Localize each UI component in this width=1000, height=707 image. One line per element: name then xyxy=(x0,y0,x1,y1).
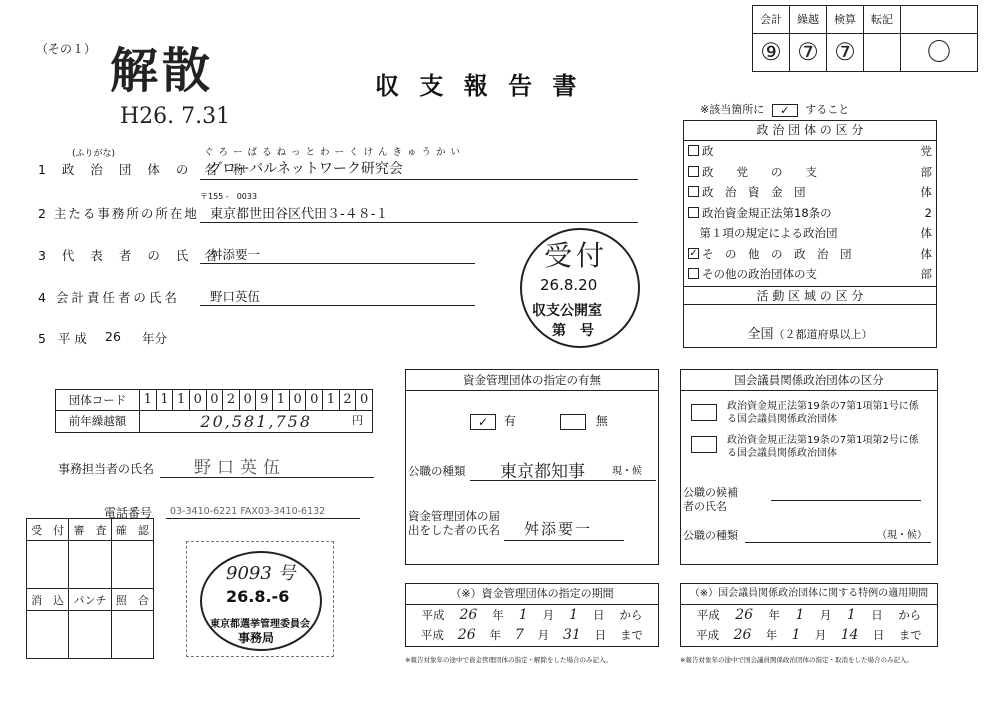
classification-item-text: 第１項の規定による政治団 xyxy=(688,226,838,241)
check-note-post: すること xyxy=(805,103,850,116)
period-m: 1 xyxy=(795,607,805,623)
checkbox-icon xyxy=(688,166,699,177)
checkbox-icon xyxy=(688,268,699,279)
classification-item-suffix: 体 xyxy=(920,185,932,200)
date-stamp-org: 東京都選挙管理委員会 xyxy=(210,619,310,630)
treasurer-label: 4 会計責任者の氏名 xyxy=(38,290,180,305)
process-cell xyxy=(27,541,69,589)
diet-position-underline xyxy=(745,542,931,543)
treasurer-underline xyxy=(200,305,475,306)
fund-period-note: ※報告対象年の途中で資金管理団体の指定・解除をした場合のみ記入。 xyxy=(405,656,612,664)
checkbox-icon xyxy=(688,145,699,156)
phone-value: 03-3410-6221 FAX03-3410-6132 xyxy=(170,506,326,517)
checked-checkbox-icon: ✓ xyxy=(689,247,698,259)
diet-period-rows xyxy=(681,605,937,645)
classification-item-label xyxy=(688,164,817,180)
audit-header: 繰越 xyxy=(790,6,827,33)
furigana-value: ぐろーばるねっとわーくけんきゅうかい xyxy=(204,147,466,158)
fund-position: 東京都知事 xyxy=(500,462,585,482)
group-code-digit: 0 xyxy=(360,392,369,407)
receipt-stamp-number: 第 号 xyxy=(552,323,594,339)
period-yu: 年 xyxy=(765,628,778,642)
classification-box xyxy=(683,120,937,348)
process-cell: パンチ xyxy=(69,589,111,611)
carryover-amount: 20,581,758 xyxy=(200,412,312,431)
diet-position-label: 公職の種類 xyxy=(683,529,738,542)
fund-mgmt-title: 資金管理団体の指定の有無 xyxy=(406,370,658,391)
period-du: 日 xyxy=(871,608,883,622)
group-code-digit: 1 xyxy=(273,390,290,410)
period-era: 平成 xyxy=(696,608,720,622)
fund-position-mark: 現・候 xyxy=(612,466,642,477)
group-code-digit: 1 xyxy=(157,390,174,410)
period-row xyxy=(406,605,658,625)
carryover-label: 前年繰越額 xyxy=(56,411,140,432)
process-cell xyxy=(111,541,153,589)
fund-period-box xyxy=(405,583,659,647)
period-d: 31 xyxy=(562,627,581,643)
period-era: 平成 xyxy=(421,608,445,622)
classification-item-text: 政 xyxy=(702,144,714,159)
audit-header: 会計 xyxy=(753,6,790,33)
classification-item-suffix: 体 xyxy=(920,226,932,241)
receipt-stamp-title: 受付 xyxy=(544,239,609,272)
diet-option-2-label: 政治資金規正法第19条の7第1項第2号に係る国会議員関係政治団体 xyxy=(727,435,919,459)
fund-no-label: 無 xyxy=(595,414,608,428)
rep-underline xyxy=(200,263,475,264)
audit-mark: ⑦ xyxy=(790,34,827,71)
period-era: 平成 xyxy=(420,628,444,642)
fund-no-checkbox xyxy=(560,414,586,430)
period-m: 7 xyxy=(514,627,524,643)
period-mu: 月 xyxy=(819,608,832,622)
classification-item-text: 政治資金規正法第18条の xyxy=(702,205,832,220)
classification-item-label xyxy=(688,246,852,262)
dissolution-date: H26. 7.31 xyxy=(120,104,231,129)
group-code-digit: 0 xyxy=(306,390,323,410)
checkbox-icon xyxy=(688,186,699,197)
diet-option-1-label: 政治資金規正法第19条の7第1項第1号に係る国会議員関係政治団体 xyxy=(727,401,919,425)
diet-candidate-underline xyxy=(771,500,921,501)
group-code-digit: 2 xyxy=(223,390,240,410)
period-du: 日 xyxy=(594,628,607,642)
group-code-digit: 9 xyxy=(256,390,273,410)
fund-yes-option xyxy=(470,412,516,430)
audit-table xyxy=(752,5,978,72)
process-cell xyxy=(111,611,153,659)
classification-item xyxy=(684,182,936,203)
group-code-table xyxy=(55,389,373,433)
activity-title: 活 動 区 域 の 区 分 xyxy=(684,286,936,305)
check-note-pre: ※該当箇所に xyxy=(700,103,765,116)
classification-item xyxy=(684,162,936,183)
fund-period-title: （※）資金管理団体の指定の期間 xyxy=(406,584,658,605)
period-m: 1 xyxy=(518,607,528,623)
period-y: 26 xyxy=(457,627,476,643)
period-y: 26 xyxy=(733,627,752,643)
group-code-digit: 0 xyxy=(290,390,307,410)
period-row xyxy=(681,625,937,645)
group-code-digit: 2 xyxy=(340,390,357,410)
fund-position-label: 公職の種類 xyxy=(408,464,466,478)
classification-item xyxy=(684,223,936,244)
classification-item-label xyxy=(688,143,714,159)
phone-underline xyxy=(166,518,360,519)
diet-candidate-label-1: 公職の候補 xyxy=(683,486,738,499)
receipt-stamp xyxy=(520,228,640,348)
audit-mark: ⑨ xyxy=(753,34,790,71)
fund-filer-underline xyxy=(504,540,624,541)
diet-option-2-box xyxy=(691,436,717,453)
audit-header: 転記 xyxy=(864,6,901,33)
classification-item xyxy=(684,141,936,162)
classification-item-suffix: 部 xyxy=(920,267,932,282)
staff-label: 事務担当者の氏名 xyxy=(58,462,155,476)
year-suffix: 年分 xyxy=(142,331,168,346)
diet-class-title: 国会議員関係政治団体の区分 xyxy=(681,370,937,391)
address-underline xyxy=(200,222,638,223)
process-table xyxy=(26,518,154,659)
audit-mark: 〇 xyxy=(927,38,951,66)
diet-period-note: ※報告対象年の途中で国会議員関係政治団体の指定・取消をした場合のみ記入。 xyxy=(680,656,913,664)
date-stamp xyxy=(200,551,322,651)
classification-item-label xyxy=(688,205,832,221)
group-code-digit: 0 xyxy=(240,390,257,410)
classification-item-text: その他の政治団体の支 xyxy=(702,267,817,282)
group-code-digits xyxy=(140,390,372,410)
org-name-underline xyxy=(200,179,638,180)
page-title: 収 支 報 告 書 xyxy=(375,72,583,100)
audit-mark xyxy=(864,34,901,71)
year-label: 5 平成 xyxy=(38,331,91,346)
diet-period-title: （※）国会議員関係政治団体に関する特例の適用期間 xyxy=(681,584,937,605)
classification-item-label xyxy=(688,184,806,200)
year-value: 26 xyxy=(105,329,121,344)
check-sample-box: ✓ xyxy=(772,104,798,117)
period-y: 26 xyxy=(735,607,754,623)
classification-item-suffix: 部 xyxy=(920,164,932,179)
period-s: まで xyxy=(620,628,644,642)
fund-yes-checkbox: ✓ xyxy=(470,414,496,430)
fund-yes-label: 有 xyxy=(503,414,516,428)
audit-header xyxy=(901,6,977,33)
page-number: （その１） xyxy=(36,42,97,56)
group-code-digit: 1 xyxy=(173,390,190,410)
period-du: 日 xyxy=(872,628,885,642)
diet-position-mark: （現・候） xyxy=(877,530,927,541)
period-mu: 月 xyxy=(537,628,550,642)
classification-item xyxy=(684,203,936,224)
classification-title: 政 治 団 体 の 区 分 xyxy=(684,121,936,141)
receipt-stamp-date: 26.8.20 xyxy=(540,276,598,294)
classification-item-text: 政 党 の 支 xyxy=(702,164,817,179)
diet-candidate-label-2: 者の氏名 xyxy=(683,500,727,513)
date-stamp-date: 26.8.-6 xyxy=(226,587,290,606)
process-cell xyxy=(69,611,111,659)
diet-option-1-box xyxy=(691,404,717,421)
period-d: 1 xyxy=(846,607,856,623)
period-s: から xyxy=(898,608,922,622)
rep-label: 3 代 表 者 の 氏 名 xyxy=(38,248,223,263)
fund-filer-label-2: 出をした者の氏名 xyxy=(408,523,500,537)
classification-item-label xyxy=(688,266,817,282)
process-cell xyxy=(69,541,111,589)
period-yu: 年 xyxy=(492,608,504,622)
group-code-digit: 0 xyxy=(207,390,224,410)
carryover-unit: 円 xyxy=(352,414,363,427)
period-yu: 年 xyxy=(489,628,501,642)
postal-code: 〒155 - 0033 xyxy=(200,192,258,201)
period-mu: 月 xyxy=(542,608,555,622)
period-y: 26 xyxy=(459,607,478,623)
period-row xyxy=(681,605,937,625)
period-s: まで xyxy=(898,628,922,642)
diet-class-box xyxy=(680,369,938,565)
check-note xyxy=(700,101,849,117)
period-yu: 年 xyxy=(768,608,780,622)
classification-item-suffix: 2 xyxy=(924,205,932,220)
process-cell: 照 合 xyxy=(111,589,153,611)
audit-mark: ⑦ xyxy=(827,34,864,71)
dissolution-stamp: 解散 xyxy=(110,43,215,99)
date-stamp-office: 事務局 xyxy=(238,631,275,645)
rep-name: 舛添要一 xyxy=(210,247,261,262)
fund-period-rows xyxy=(406,605,658,645)
process-cell: 確 認 xyxy=(111,519,153,541)
group-code-label: 団体コード xyxy=(56,390,140,410)
staff-name: 野口英伍 xyxy=(194,458,286,478)
date-stamp-number: 9093 号 xyxy=(226,563,296,584)
process-cell xyxy=(27,611,69,659)
classification-item-text: そ の 他 の 政 治 団 xyxy=(702,246,852,261)
group-code-digit: 1 xyxy=(140,390,157,410)
fund-position-underline xyxy=(470,480,656,481)
process-cell: 受 付 xyxy=(27,519,69,541)
fund-no-option xyxy=(560,412,608,430)
group-code-digit: 0 xyxy=(190,390,207,410)
address-label: 2 主たる事務所の所在地 xyxy=(38,206,199,221)
address: 東京都世田谷区代田３-４８-１ xyxy=(210,207,389,222)
fund-filer-label-1: 資金管理団体の届 xyxy=(408,509,500,523)
group-code-digit: 1 xyxy=(323,390,340,410)
phone-label: 電話番号 xyxy=(104,506,153,520)
period-du: 日 xyxy=(592,608,605,622)
org-name: グローバルネットワーク研究会 xyxy=(208,161,403,177)
period-m: 1 xyxy=(791,627,801,643)
fund-mgmt-box xyxy=(405,369,659,565)
classification-list xyxy=(684,141,936,286)
receipt-stamp-office: 収支公開室 xyxy=(532,303,602,319)
furigana-label: (ふりがな) xyxy=(72,149,116,159)
classification-item xyxy=(684,264,936,285)
period-row xyxy=(406,625,658,645)
period-d: 1 xyxy=(569,607,578,623)
classification-item-suffix: 体 xyxy=(920,246,932,261)
classification-item-label xyxy=(688,225,838,241)
period-d: 14 xyxy=(840,627,859,643)
process-cell: 消 込 xyxy=(27,589,69,611)
classification-item-text: 政 治 資 金 団 xyxy=(702,185,806,200)
activity-area: 全国 xyxy=(747,327,774,342)
period-era: 平成 xyxy=(696,628,720,642)
period-s: から xyxy=(619,608,643,622)
staff-underline xyxy=(160,477,374,478)
activity-value xyxy=(684,305,936,342)
org-name-label: 1 政 治 団 体 の 名 称 xyxy=(38,162,252,177)
classification-item xyxy=(684,244,936,265)
diet-period-box xyxy=(680,583,938,647)
classification-item-suffix: 党 xyxy=(920,144,932,159)
audit-header: 検算 xyxy=(827,6,864,33)
fund-filer: 舛添要一 xyxy=(524,520,593,538)
checkbox-icon xyxy=(688,207,699,218)
process-cell: 審 査 xyxy=(69,519,111,541)
period-mu: 月 xyxy=(814,628,827,642)
treasurer-name: 野口英伍 xyxy=(210,289,261,304)
activity-note: （２都道府県以上） xyxy=(773,328,873,341)
